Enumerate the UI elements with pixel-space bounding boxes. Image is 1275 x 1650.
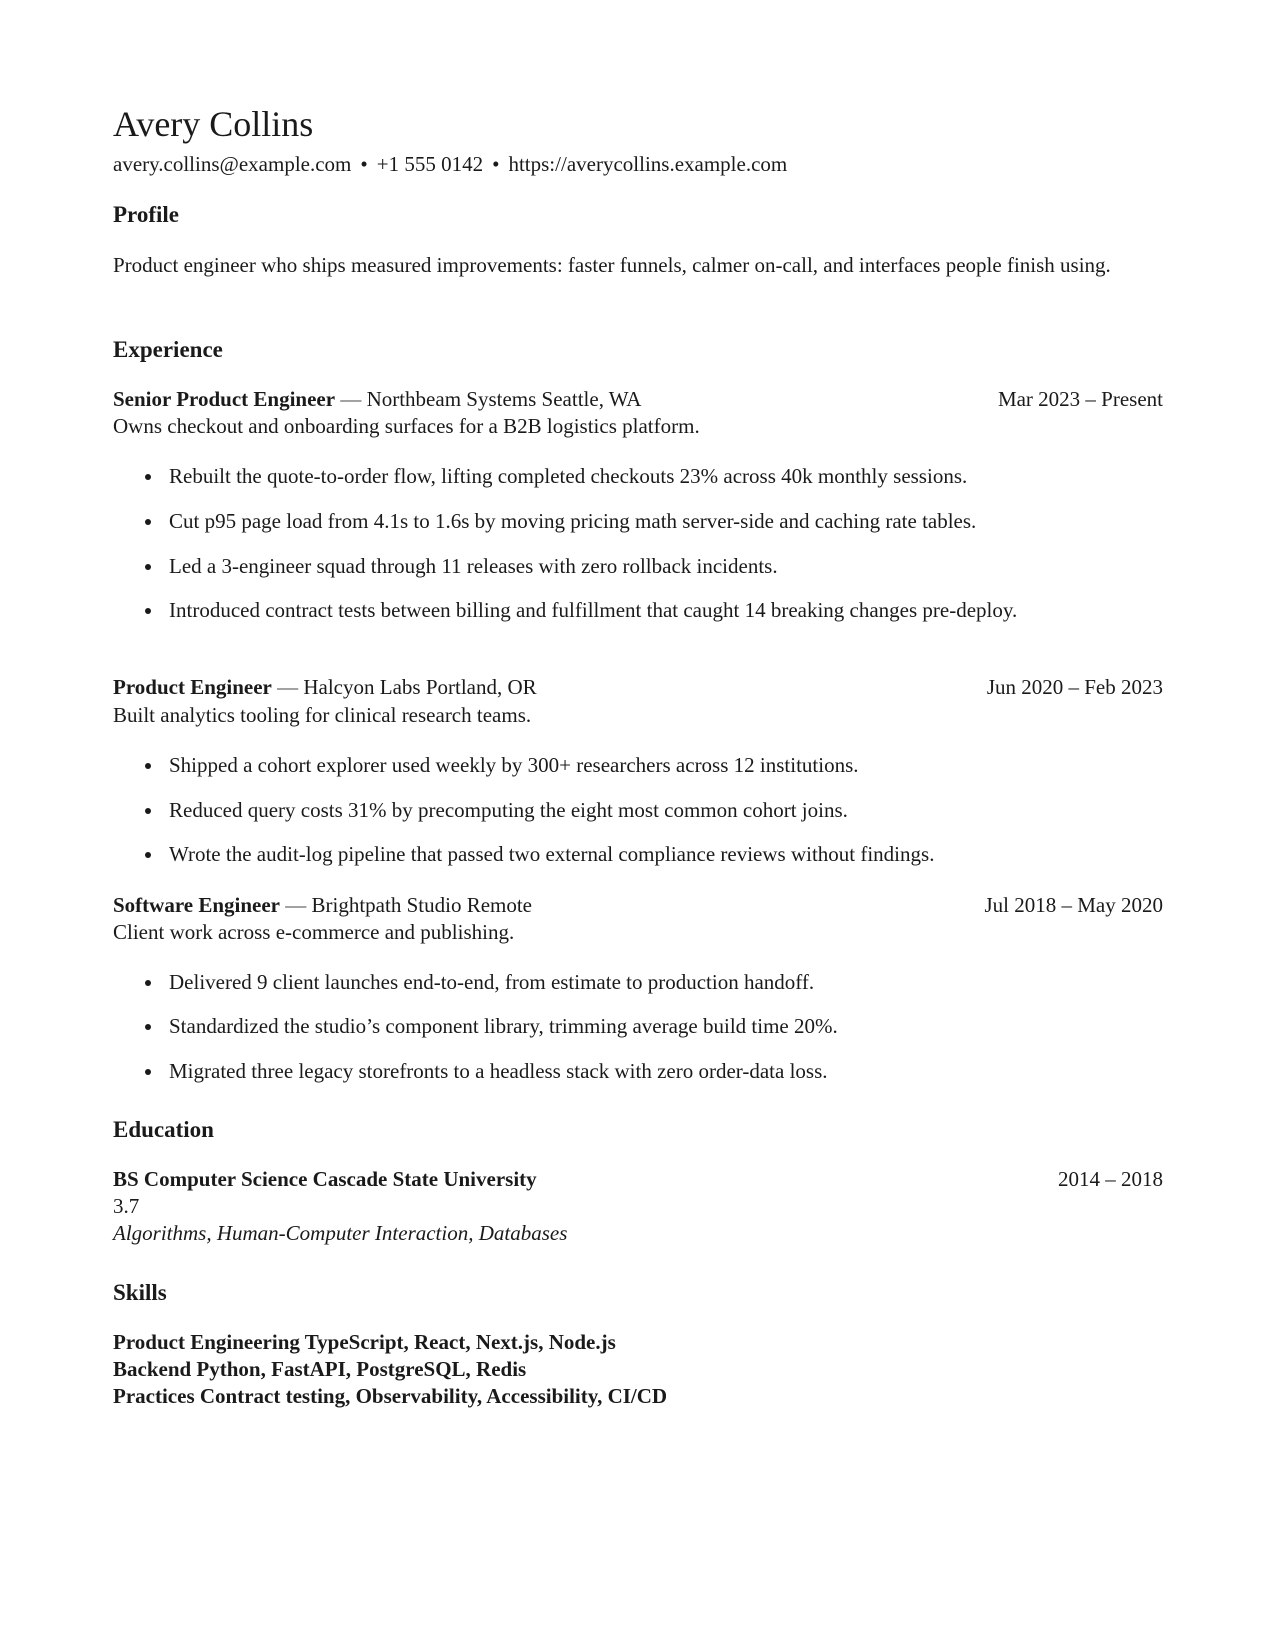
separator-dot: • [360,152,368,176]
email-link[interactable]: avery.collins@example.com [113,152,352,176]
separator-dot: • [492,152,500,176]
job-role: Senior Product Engineer [113,387,336,411]
job-dates: Jun 2020 – Feb 2023 [986,675,1163,699]
skill-line: Practices Contract testing, Observability, Accessibility, CI/CD [113,1384,668,1408]
job-bullet: Led a 3-engineer squad through 11 releases with zero rollback incidents. [169,553,1129,580]
job-company: Brightpath Studio Remote [311,893,533,917]
job-company: Halcyon Labs Portland, OR [303,675,537,699]
contact-line [113,151,787,177]
section-title-experience: Experience [113,337,223,362]
em-dash: — [277,675,299,699]
education-dates: 2014 – 2018 [1058,1167,1163,1191]
job-bullet: Migrated three legacy storefronts to a headless stack with zero order-data loss. [169,1058,1129,1085]
job-header [113,385,1163,413]
skill-line: Product Engineering TypeScript, React, Next.js, Node.js [113,1330,616,1354]
education-degree: BS Computer Science Cascade State University [113,1167,537,1191]
job-summary: Client work across e-commerce and publishing. [113,920,515,944]
em-dash: — [285,893,307,917]
job-company: Northbeam Systems Seattle, WA [366,387,642,411]
job-bullet: Standardized the studio’s component library, trimming average build time 20%. [169,1013,1129,1040]
job-bullet: Reduced query costs 31% by precomputing the eight most common cohort joins. [169,797,1129,824]
job-summary: Owns checkout and onboarding surfaces for a B2B logistics platform. [113,414,700,438]
job-header [113,891,1163,919]
job-summary: Built analytics tooling for clinical research teams. [113,703,532,727]
candidate-name: Avery Collins [113,104,314,144]
job-bullet: Cut p95 page load from 4.1s to 1.6s by moving pricing math server-side and caching rate tables. [169,508,1129,535]
education-courses: Algorithms, Human-Computer Interaction, Databases [113,1221,568,1245]
profile-text: Product engineer who ships measured improvements: faster funnels, calmer on-call, and interfaces people finish using. [113,253,1111,277]
job-dates: Jul 2018 – May 2020 [984,893,1163,917]
job-role: Software Engineer [113,893,281,917]
job-header [113,673,1163,701]
resume-page [113,0,1163,1650]
website-link[interactable]: https://averycollins.example.com [508,152,788,176]
job-bullet: Introduced contract tests between billing and fulfillment that caught 14 breaking changes pre-deploy. [169,597,1049,624]
section-title-profile: Profile [113,202,179,227]
section-title-skills: Skills [113,1280,167,1305]
education-gpa: 3.7 [113,1194,140,1218]
education-header [113,1165,1163,1193]
phone-number: +1 555 0142 [376,152,484,176]
job-bullet: Delivered 9 client launches end-to-end, from estimate to production handoff. [169,969,1129,996]
skill-line: Backend Python, FastAPI, PostgreSQL, Redis [113,1357,527,1381]
em-dash: — [340,387,362,411]
job-bullet: Rebuilt the quote-to-order flow, lifting completed checkouts 23% across 40k monthly sessions. [169,463,1129,490]
job-role: Product Engineer [113,675,272,699]
section-title-education: Education [113,1117,214,1142]
job-dates: Mar 2023 – Present [997,387,1163,411]
job-bullet: Wrote the audit-log pipeline that passed two external compliance reviews without findings. [169,841,1129,868]
job-bullet: Shipped a cohort explorer used weekly by 300+ researchers across 12 institutions. [169,752,1129,779]
